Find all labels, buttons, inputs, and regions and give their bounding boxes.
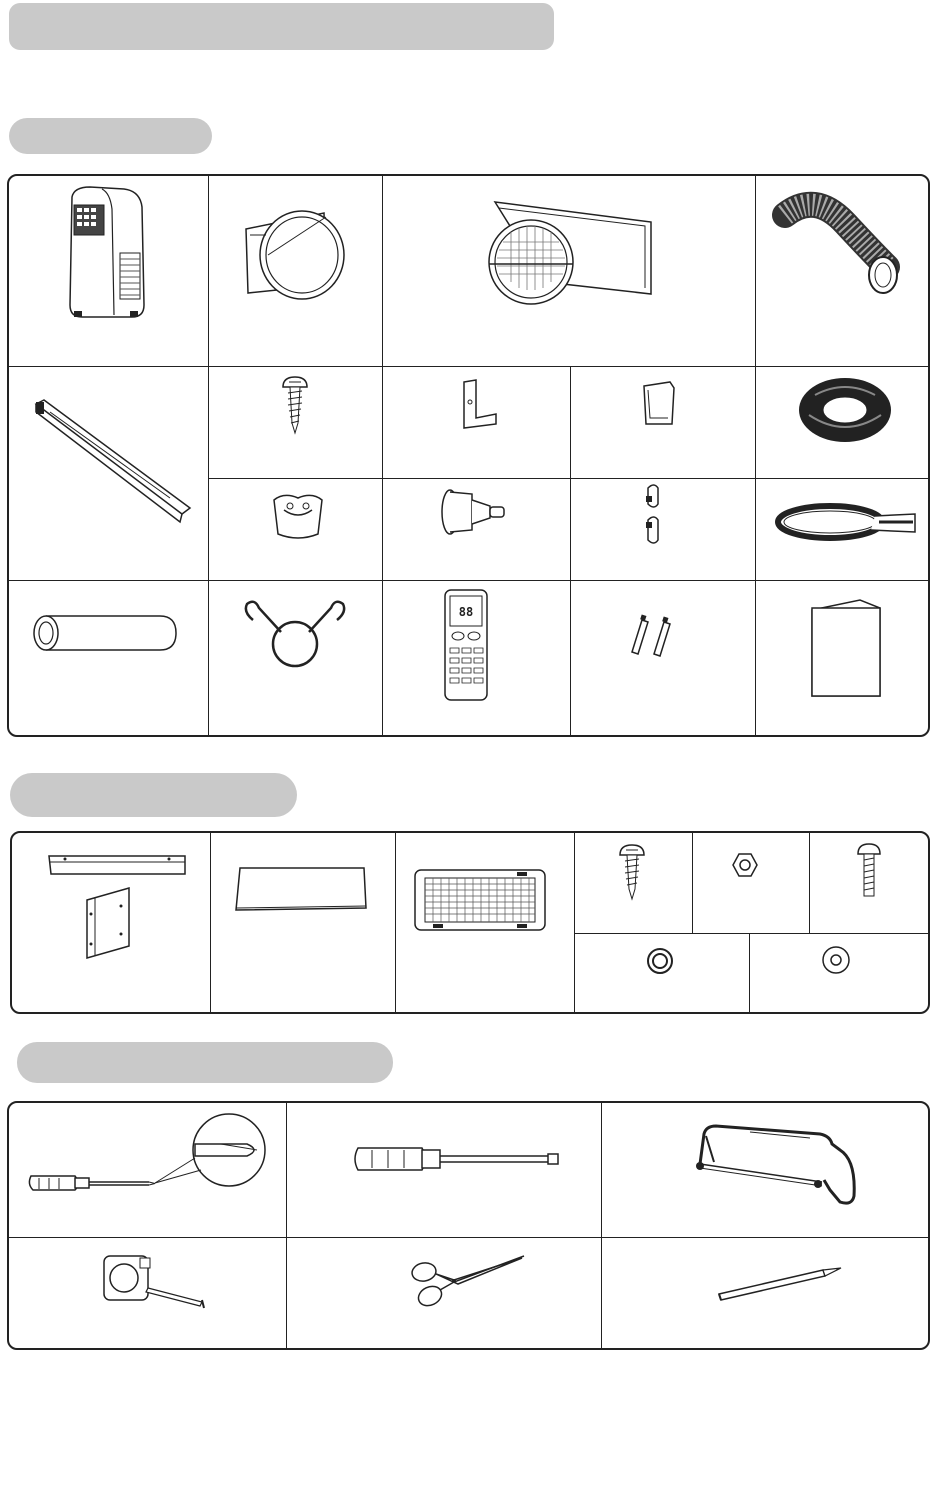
section-bar-package-contents [9,118,212,154]
page-title-bar [9,3,554,50]
hose-holder-icon [640,378,680,428]
tapping-screw-icon [618,843,646,903]
user-manual-icon [810,598,882,698]
foam-seal-ring-icon [795,375,895,445]
remote-control-icon [443,588,489,703]
air-conditioner-unit-icon [60,183,155,323]
exhaust-hose-icon [775,195,905,300]
window-exhaust-adapter-icon [485,198,655,310]
cable-clip-icon [270,490,325,545]
machine-screw-icon [856,842,882,900]
screw-icon [280,375,310,437]
tape-measure-icon [100,1250,210,1312]
mounting-brackets-icon [45,852,190,964]
panel-board-icon [232,864,372,916]
hex-nut-icon [732,852,758,878]
section-bar-required-tools [17,1042,393,1083]
foam-tape-icon [775,500,920,542]
flat-screwdriver-icon [352,1142,564,1176]
grille-filter-icon [413,866,548,934]
spring-washer-icon [645,946,675,976]
hacksaw-icon [690,1120,860,1210]
drain-tube-icon [30,612,180,654]
pencil-icon [715,1264,845,1304]
batteries-icon [622,612,682,657]
phillips-screwdriver-icon [25,1112,270,1197]
scissors-icon [408,1252,528,1312]
flat-washer-icon [820,944,852,976]
wire-hanger-icon [235,596,355,671]
drain-connector-icon [440,488,512,536]
l-bracket-icon [460,378,500,430]
window-slider-adapter-icon [240,205,360,305]
hooks-icon [640,482,668,552]
section-bar-optional-accessories [10,773,297,817]
window-slider-kit-icon [30,398,195,528]
remote-display-text: 88 [458,605,474,619]
